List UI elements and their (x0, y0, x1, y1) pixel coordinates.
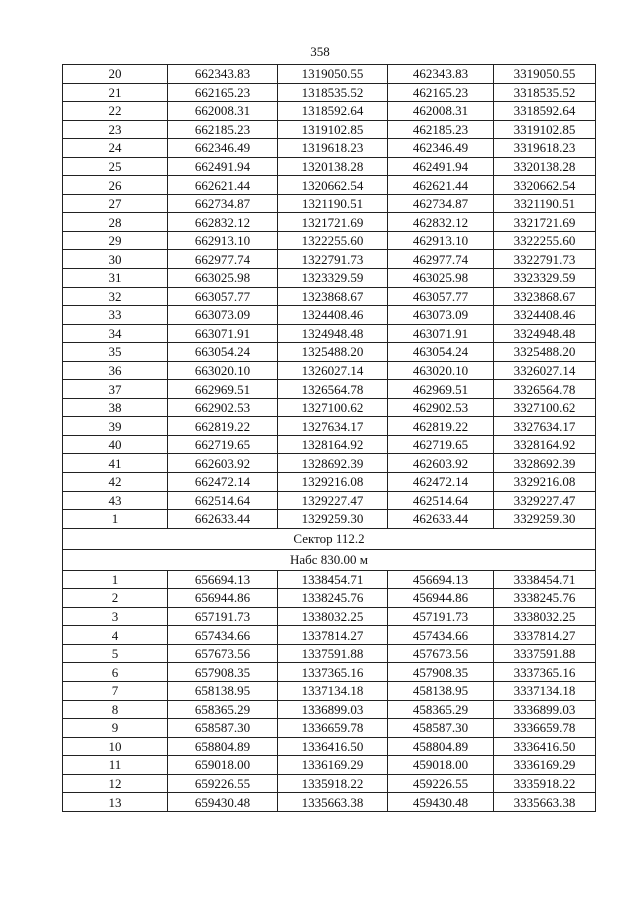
y-coord-cell: 1322791.73 (278, 250, 388, 269)
table-row (63, 306, 596, 325)
y-local-cell: 3338032.25 (494, 607, 596, 626)
x-coord-cell: 663073.09 (168, 306, 278, 325)
x-coord-cell: 657191.73 (168, 607, 278, 626)
y-coord-cell: 1319102.85 (278, 120, 388, 139)
x-local-cell: 459018.00 (388, 756, 494, 775)
x-coord-cell: 662621.44 (168, 176, 278, 195)
point-number-cell: 27 (63, 194, 168, 213)
y-coord-cell: 1318535.52 (278, 83, 388, 102)
table-row (63, 737, 596, 756)
point-number-cell: 42 (63, 473, 168, 492)
y-coord-cell: 1327634.17 (278, 417, 388, 436)
x-coord-cell: 659226.55 (168, 774, 278, 793)
table-row (63, 269, 596, 288)
point-number-cell: 39 (63, 417, 168, 436)
point-number-cell: 34 (63, 324, 168, 343)
y-coord-cell: 1337591.88 (278, 644, 388, 663)
x-coord-cell: 663054.24 (168, 343, 278, 362)
x-local-cell: 458365.29 (388, 700, 494, 719)
y-local-cell: 3336659.78 (494, 719, 596, 738)
y-local-cell: 3328164.92 (494, 435, 596, 454)
x-coord-cell: 658804.89 (168, 737, 278, 756)
y-coord-cell: 1336416.50 (278, 737, 388, 756)
x-local-cell: 463073.09 (388, 306, 494, 325)
table-row (63, 250, 596, 269)
x-local-cell: 462977.74 (388, 250, 494, 269)
point-number-cell: 13 (63, 793, 168, 812)
x-coord-cell: 662165.23 (168, 83, 278, 102)
x-local-cell: 462472.14 (388, 473, 494, 492)
x-local-cell: 462832.12 (388, 213, 494, 232)
x-local-cell: 459226.55 (388, 774, 494, 793)
point-number-cell: 12 (63, 774, 168, 793)
x-local-cell: 457673.56 (388, 644, 494, 663)
x-coord-cell: 662819.22 (168, 417, 278, 436)
x-coord-cell: 663071.91 (168, 324, 278, 343)
x-local-cell: 462902.53 (388, 398, 494, 417)
x-coord-cell: 662902.53 (168, 398, 278, 417)
point-number-cell: 43 (63, 491, 168, 510)
y-coord-cell: 1320662.54 (278, 176, 388, 195)
y-coord-cell: 1337134.18 (278, 681, 388, 700)
table-row (63, 681, 596, 700)
y-local-cell: 3336169.29 (494, 756, 596, 775)
table-row (63, 793, 596, 812)
x-coord-cell: 662633.44 (168, 510, 278, 529)
x-local-cell: 458804.89 (388, 737, 494, 756)
x-coord-cell: 662472.14 (168, 473, 278, 492)
table-row (63, 398, 596, 417)
y-coord-cell: 1338032.25 (278, 607, 388, 626)
table-row (63, 417, 596, 436)
y-coord-cell: 1338245.76 (278, 589, 388, 608)
y-local-cell: 3335663.38 (494, 793, 596, 812)
point-number-cell: 26 (63, 176, 168, 195)
x-coord-cell: 663025.98 (168, 269, 278, 288)
table-row (63, 570, 596, 589)
table-row (63, 213, 596, 232)
x-local-cell: 463054.24 (388, 343, 494, 362)
point-number-cell: 9 (63, 719, 168, 738)
x-local-cell: 458138.95 (388, 681, 494, 700)
x-coord-cell: 662969.51 (168, 380, 278, 399)
x-local-cell: 462514.64 (388, 491, 494, 510)
x-coord-cell: 662514.64 (168, 491, 278, 510)
y-coord-cell: 1326027.14 (278, 361, 388, 380)
x-coord-cell: 658587.30 (168, 719, 278, 738)
y-local-cell: 3319050.55 (494, 65, 596, 84)
x-local-cell: 457908.35 (388, 663, 494, 682)
point-number-cell: 1 (63, 570, 168, 589)
point-number-cell: 35 (63, 343, 168, 362)
coordinates-table (62, 64, 596, 812)
y-coord-cell: 1337814.27 (278, 626, 388, 645)
x-local-cell: 457191.73 (388, 607, 494, 626)
x-coord-cell: 662832.12 (168, 213, 278, 232)
table-row (63, 663, 596, 682)
point-number-cell: 1 (63, 510, 168, 529)
y-coord-cell: 1323329.59 (278, 269, 388, 288)
y-local-cell: 3324948.48 (494, 324, 596, 343)
x-local-cell: 462185.23 (388, 120, 494, 139)
table-row (63, 644, 596, 663)
table-row (63, 83, 596, 102)
x-coord-cell: 659018.00 (168, 756, 278, 775)
y-local-cell: 3321721.69 (494, 213, 596, 232)
point-number-cell: 32 (63, 287, 168, 306)
y-coord-cell: 1325488.20 (278, 343, 388, 362)
point-number-cell: 6 (63, 663, 168, 682)
x-coord-cell: 662913.10 (168, 231, 278, 250)
point-number-cell: 2 (63, 589, 168, 608)
sector-title: Сектор 112.2 (63, 528, 596, 549)
table-row (63, 139, 596, 158)
table-row (63, 343, 596, 362)
table-row (63, 700, 596, 719)
point-number-cell: 28 (63, 213, 168, 232)
y-local-cell: 3322255.60 (494, 231, 596, 250)
table-row (63, 194, 596, 213)
y-coord-cell: 1327100.62 (278, 398, 388, 417)
x-local-cell: 462491.94 (388, 157, 494, 176)
y-coord-cell: 1329216.08 (278, 473, 388, 492)
table-row (63, 719, 596, 738)
page-number: 358 (310, 44, 330, 59)
table-row (63, 510, 596, 529)
y-coord-cell: 1335663.38 (278, 793, 388, 812)
sector-height: Набс 830.00 м (63, 549, 596, 570)
y-coord-cell: 1337365.16 (278, 663, 388, 682)
x-coord-cell: 659430.48 (168, 793, 278, 812)
x-local-cell: 462719.65 (388, 435, 494, 454)
x-coord-cell: 662346.49 (168, 139, 278, 158)
x-local-cell: 463020.10 (388, 361, 494, 380)
y-local-cell: 3327634.17 (494, 417, 596, 436)
point-number-cell: 3 (63, 607, 168, 626)
y-local-cell: 3337591.88 (494, 644, 596, 663)
coordinates-block-1 (63, 65, 596, 529)
y-local-cell: 3321190.51 (494, 194, 596, 213)
point-number-cell: 24 (63, 139, 168, 158)
point-number-cell: 36 (63, 361, 168, 380)
y-coord-cell: 1336899.03 (278, 700, 388, 719)
point-number-cell: 5 (63, 644, 168, 663)
point-number-cell: 37 (63, 380, 168, 399)
x-local-cell: 462008.31 (388, 102, 494, 121)
y-coord-cell: 1318592.64 (278, 102, 388, 121)
y-local-cell: 3318535.52 (494, 83, 596, 102)
table-row (63, 473, 596, 492)
table-row (63, 380, 596, 399)
table-row (63, 176, 596, 195)
table-row (63, 756, 596, 775)
y-coord-cell: 1323868.67 (278, 287, 388, 306)
y-local-cell: 3319618.23 (494, 139, 596, 158)
table-row (63, 491, 596, 510)
table-row (63, 102, 596, 121)
y-coord-cell: 1319618.23 (278, 139, 388, 158)
x-local-cell: 462603.92 (388, 454, 494, 473)
x-local-cell: 458587.30 (388, 719, 494, 738)
x-local-cell: 462343.83 (388, 65, 494, 84)
sector-height-row (63, 549, 596, 570)
x-local-cell: 462346.49 (388, 139, 494, 158)
point-number-cell: 23 (63, 120, 168, 139)
y-coord-cell: 1338454.71 (278, 570, 388, 589)
y-local-cell: 3338245.76 (494, 589, 596, 608)
x-coord-cell: 656694.13 (168, 570, 278, 589)
x-coord-cell: 658138.95 (168, 681, 278, 700)
x-coord-cell: 662491.94 (168, 157, 278, 176)
y-coord-cell: 1320138.28 (278, 157, 388, 176)
y-local-cell: 3328692.39 (494, 454, 596, 473)
y-coord-cell: 1319050.55 (278, 65, 388, 84)
y-coord-cell: 1321721.69 (278, 213, 388, 232)
point-number-cell: 8 (63, 700, 168, 719)
x-local-cell: 462969.51 (388, 380, 494, 399)
table-row (63, 454, 596, 473)
y-local-cell: 3319102.85 (494, 120, 596, 139)
point-number-cell: 10 (63, 737, 168, 756)
x-coord-cell: 662008.31 (168, 102, 278, 121)
y-local-cell: 3322791.73 (494, 250, 596, 269)
table-row (63, 626, 596, 645)
point-number-cell: 33 (63, 306, 168, 325)
y-local-cell: 3329227.47 (494, 491, 596, 510)
y-local-cell: 3329259.30 (494, 510, 596, 529)
y-coord-cell: 1326564.78 (278, 380, 388, 399)
table-row (63, 607, 596, 626)
point-number-cell: 22 (63, 102, 168, 121)
x-local-cell: 456944.86 (388, 589, 494, 608)
table-row (63, 65, 596, 84)
x-local-cell: 462819.22 (388, 417, 494, 436)
x-local-cell: 457434.66 (388, 626, 494, 645)
point-number-cell: 20 (63, 65, 168, 84)
sector-header (63, 528, 596, 570)
x-coord-cell: 658365.29 (168, 700, 278, 719)
x-local-cell: 456694.13 (388, 570, 494, 589)
y-local-cell: 3327100.62 (494, 398, 596, 417)
y-local-cell: 3336899.03 (494, 700, 596, 719)
y-local-cell: 3337134.18 (494, 681, 596, 700)
x-coord-cell: 662734.87 (168, 194, 278, 213)
y-local-cell: 3324408.46 (494, 306, 596, 325)
y-local-cell: 3325488.20 (494, 343, 596, 362)
sector-title-row (63, 528, 596, 549)
table-row (63, 324, 596, 343)
y-coord-cell: 1324408.46 (278, 306, 388, 325)
y-local-cell: 3337365.16 (494, 663, 596, 682)
x-local-cell: 462913.10 (388, 231, 494, 250)
y-coord-cell: 1321190.51 (278, 194, 388, 213)
x-coord-cell: 662977.74 (168, 250, 278, 269)
table-row (63, 435, 596, 454)
y-coord-cell: 1335918.22 (278, 774, 388, 793)
y-local-cell: 3338454.71 (494, 570, 596, 589)
x-coord-cell: 656944.86 (168, 589, 278, 608)
y-local-cell: 3329216.08 (494, 473, 596, 492)
point-number-cell: 40 (63, 435, 168, 454)
point-number-cell: 4 (63, 626, 168, 645)
x-coord-cell: 663057.77 (168, 287, 278, 306)
y-local-cell: 3323329.59 (494, 269, 596, 288)
y-coord-cell: 1329259.30 (278, 510, 388, 529)
y-coord-cell: 1329227.47 (278, 491, 388, 510)
x-local-cell: 463057.77 (388, 287, 494, 306)
x-coord-cell: 662185.23 (168, 120, 278, 139)
coordinates-block-2 (63, 570, 596, 811)
y-local-cell: 3335918.22 (494, 774, 596, 793)
table-row (63, 287, 596, 306)
y-local-cell: 3326027.14 (494, 361, 596, 380)
x-local-cell: 459430.48 (388, 793, 494, 812)
point-number-cell: 7 (63, 681, 168, 700)
x-coord-cell: 657434.66 (168, 626, 278, 645)
point-number-cell: 30 (63, 250, 168, 269)
y-local-cell: 3336416.50 (494, 737, 596, 756)
table-row (63, 157, 596, 176)
y-coord-cell: 1336659.78 (278, 719, 388, 738)
x-local-cell: 462734.87 (388, 194, 494, 213)
point-number-cell: 38 (63, 398, 168, 417)
x-coord-cell: 662603.92 (168, 454, 278, 473)
x-local-cell: 462621.44 (388, 176, 494, 195)
x-local-cell: 462165.23 (388, 83, 494, 102)
x-coord-cell: 657908.35 (168, 663, 278, 682)
y-coord-cell: 1328164.92 (278, 435, 388, 454)
point-number-cell: 21 (63, 83, 168, 102)
x-local-cell: 462633.44 (388, 510, 494, 529)
point-number-cell: 29 (63, 231, 168, 250)
x-coord-cell: 657673.56 (168, 644, 278, 663)
x-local-cell: 463025.98 (388, 269, 494, 288)
table-row (63, 589, 596, 608)
table-row (63, 120, 596, 139)
y-local-cell: 3318592.64 (494, 102, 596, 121)
y-local-cell: 3323868.67 (494, 287, 596, 306)
y-coord-cell: 1322255.60 (278, 231, 388, 250)
y-local-cell: 3320138.28 (494, 157, 596, 176)
table-row (63, 361, 596, 380)
x-coord-cell: 662719.65 (168, 435, 278, 454)
point-number-cell: 41 (63, 454, 168, 473)
y-local-cell: 3337814.27 (494, 626, 596, 645)
y-coord-cell: 1328692.39 (278, 454, 388, 473)
y-local-cell: 3326564.78 (494, 380, 596, 399)
x-local-cell: 463071.91 (388, 324, 494, 343)
x-coord-cell: 662343.83 (168, 65, 278, 84)
table-row (63, 231, 596, 250)
y-coord-cell: 1324948.48 (278, 324, 388, 343)
table-row (63, 774, 596, 793)
point-number-cell: 25 (63, 157, 168, 176)
x-coord-cell: 663020.10 (168, 361, 278, 380)
y-local-cell: 3320662.54 (494, 176, 596, 195)
point-number-cell: 31 (63, 269, 168, 288)
y-coord-cell: 1336169.29 (278, 756, 388, 775)
point-number-cell: 11 (63, 756, 168, 775)
